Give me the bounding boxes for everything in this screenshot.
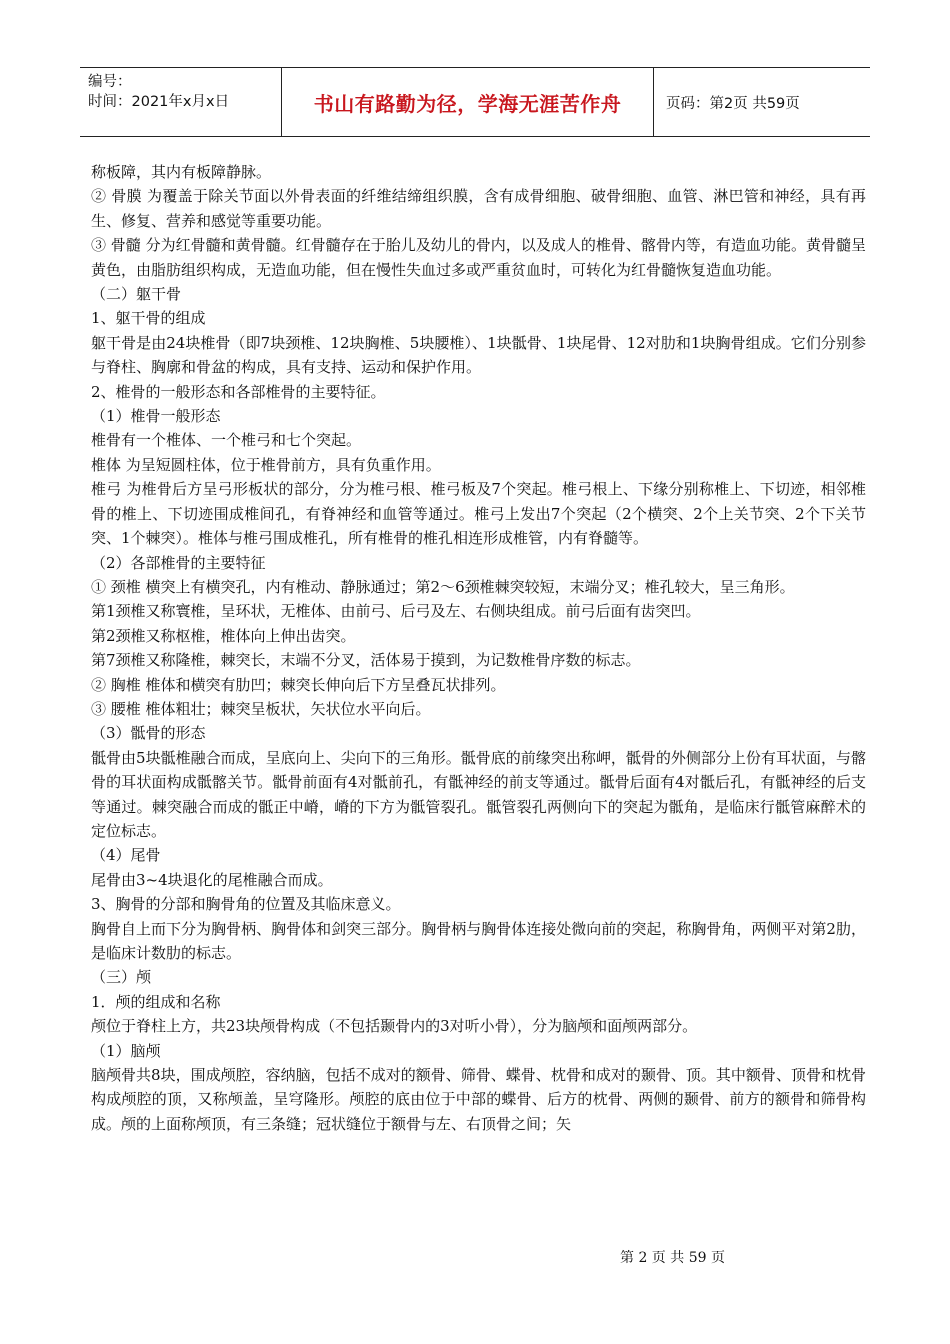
paragraph: ③ 腰椎 椎体粗壮；棘突呈板状，矢状位水平向后。 xyxy=(91,699,431,718)
section-heading: （二）躯干骨 xyxy=(91,285,182,304)
header-page-info xyxy=(654,68,870,136)
paragraph: 称板障，其内有板障静脉。 xyxy=(91,163,272,181)
paragraph: 脑颅骨共8块，围成颅腔，容纳脑，包括不成对的额骨、筛骨、蝶骨、枕骨和成对的颞骨、顶。其中额骨、顶骨和枕骨构成颅腔的顶，又称颅盖，呈穹隆形。颅腔的底由位于中部的蝶骨、后方的枕骨、两侧的颞骨、前方的额骨和筛骨构成。颅的上面称颅顶，有三条缝；冠状缝位于额骨与左、右顶骨之间；矢 xyxy=(91,1066,866,1133)
paragraph: 颅位于脊柱上方，共23块颅骨构成（不包括颞骨内的3对听小骨），分为脑颅和面颅两部分。 xyxy=(91,1017,698,1036)
subsection-heading: （1）脑颅 xyxy=(91,1041,161,1060)
number-label: 编号： xyxy=(88,74,132,90)
page-info-text: 页码：第2页 共59页 xyxy=(666,95,800,112)
paragraph: ③ 骨髓 分为红骨髓和黄骨髓。红骨髓存在于胎儿及幼儿的骨内，以及成人的椎骨、髂骨内等，有造血功能。黄骨髓呈黄色，由脂肪组织构成，无造血功能，但在慢性失血过多或严重贫血时，可转化为红骨髓恢复造血功能。 xyxy=(91,236,866,279)
paragraph: 躯干骨是由24块椎骨（即7块颈椎、12块胸椎、5块腰椎）、1块骶骨、1块尾骨、12对肋和1块胸骨组成。它们分别参与脊柱、胸廓和骨盆的构成，具有支持、运动和保护作用。 xyxy=(91,333,866,377)
subsection-heading: （3）骶骨的形态 xyxy=(91,724,206,743)
subsection-heading: 1．颅的组成和名称 xyxy=(91,992,221,1011)
motto-text: 书山有路勤为径，学海无涯苦作舟 xyxy=(313,91,622,116)
paragraph: 尾骨由3~4块退化的尾椎融合而成。 xyxy=(91,870,333,889)
subsection-heading: （4）尾骨 xyxy=(91,846,161,865)
paragraph: 骶骨由5块骶椎融合而成，呈底向上、尖向下的三角形。骶骨底的前缘突出称岬，骶骨的外侧部分上份有耳状面，与髂骨的耳状面构成骶髂关节。骶骨前面有4对骶前孔，有骶神经的前支等通过。骶骨后面有4对骶后孔，有骶神经的后支等通过。棘突融合而成的骶正中嵴，嵴的下方为骶管裂孔。骶管裂孔两侧向下的突起为骶角，是临床行骶管麻醉术的定位标志。 xyxy=(91,748,866,840)
subsection-heading: （1）椎骨一般形态 xyxy=(91,407,221,426)
paragraph: 第1颈椎又称寰椎，呈环状，无椎体、由前弓、后弓及左、右侧块组成。前弓后面有齿突凹。 xyxy=(91,602,701,621)
header-meta xyxy=(80,68,282,136)
page-header xyxy=(80,67,870,137)
paragraph: 胸骨自上而下分为胸骨柄、胸骨体和剑突三部分。胸骨柄与胸骨体连接处微向前的突起，称胸骨角，两侧平对第2肋，是临床计数肋的标志。 xyxy=(91,919,866,962)
paragraph: ② 骨膜 为覆盖于除关节面以外骨表面的纤维结缔组织膜，含有成骨细胞、破骨细胞、血管、淋巴管和神经，具有再生、修复、营养和感觉等重要功能。 xyxy=(91,187,866,230)
page-footer xyxy=(620,1247,725,1267)
document-body xyxy=(91,160,866,1136)
subsection-heading: 1、躯干骨的组成 xyxy=(91,309,206,328)
subsection-heading: 3、胸骨的分部和胸骨角的位置及其临床意义。 xyxy=(91,895,401,914)
paragraph: 第7颈椎又称隆椎，棘突长，末端不分叉，活体易于摸到，为记数椎骨序数的标志。 xyxy=(91,651,641,670)
subsection-heading: （2）各部椎骨的主要特征 xyxy=(91,553,266,572)
paragraph: 第2颈椎又称枢椎，椎体向上伸出齿突。 xyxy=(91,626,356,645)
header-motto-cell xyxy=(282,68,654,136)
section-heading: （三）颅 xyxy=(91,968,152,987)
paragraph: ① 颈椎 横突上有横突孔，内有椎动、静脉通过；第2～6颈椎棘突较短，末端分叉；椎孔较大，呈三角形。 xyxy=(91,577,795,596)
paragraph: 椎体 为呈短圆柱体，位于椎骨前方，具有负重作用。 xyxy=(91,455,441,474)
time-label: 时间：2021年x月x日 xyxy=(88,94,230,110)
paragraph: 椎骨有一个椎体、一个椎弓和七个突起。 xyxy=(91,431,362,450)
footer-page-number: 第 2 页 共 59 页 xyxy=(620,1250,725,1266)
subsection-heading: 2、椎骨的一般形态和各部椎骨的主要特征。 xyxy=(91,382,386,401)
paragraph: 椎弓 为椎骨后方呈弓形板状的部分，分为椎弓根、椎弓板及7个突起。椎弓根上、下缘分别称椎上、下切迹，相邻椎骨的椎上、下切迹围成椎间孔，有脊神经和血管等通过。椎弓上发出7个突起（2个横突、2个上关节突、2个下关节突、1个棘突）。椎体与椎弓围成椎孔，所有椎骨的椎孔相连形成椎管，内有脊髓等。 xyxy=(91,480,866,548)
paragraph: ② 胸椎 椎体和横突有肋凹；棘突长伸向后下方呈叠瓦状排列。 xyxy=(91,675,506,694)
